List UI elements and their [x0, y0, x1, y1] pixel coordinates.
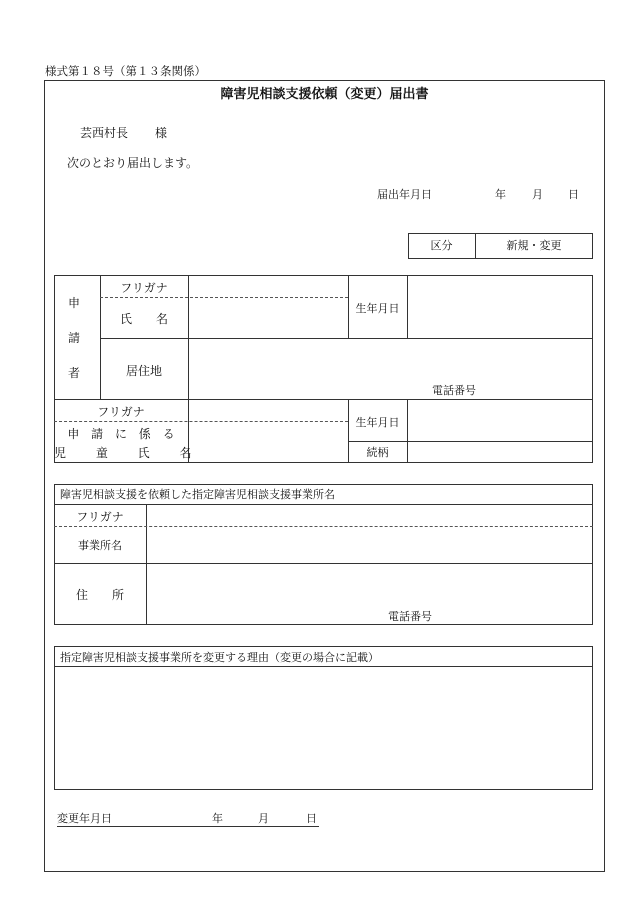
office-address-field[interactable] [147, 564, 592, 624]
applicant-phone-label: 電話番号 [432, 384, 476, 397]
change-date-label: 変更年月日 [57, 812, 112, 825]
filing-date-label: 届出年月日 [377, 188, 432, 201]
category-label: 区分 [430, 239, 453, 252]
applicant-address-label: 居住地 [125, 364, 162, 378]
office-heading: 障害児相談支援を依頼した指定障害児相談支援事業所名 [60, 488, 335, 501]
change-date-year: 年 [212, 812, 223, 825]
page-title: 障害児相談支援依頼（変更）届出書 [220, 87, 429, 102]
reason-field[interactable] [55, 667, 592, 789]
addressee-name: 芸西村長 [80, 126, 129, 140]
office-furigana-label: フリガナ [76, 510, 124, 524]
filing-date-day: 日 [568, 188, 579, 201]
form-number: 様式第１８号（第１３条関係） [45, 64, 206, 78]
office-furigana-field[interactable] [147, 505, 592, 526]
applicant-address-field[interactable] [189, 339, 592, 398]
child-furigana-field[interactable] [189, 400, 347, 421]
applicant-side-char-1: 申 [68, 296, 81, 310]
change-date-day: 日 [306, 812, 317, 825]
change-date-field[interactable] [115, 808, 315, 826]
filing-date-year: 年 [495, 188, 506, 201]
child-relation-field[interactable] [408, 442, 592, 462]
applicant-birthdate-field[interactable] [408, 276, 592, 337]
applicant-furigana-field[interactable] [189, 276, 347, 297]
applicant-birth-label: 生年月日 [355, 302, 400, 315]
change-date-underline [57, 826, 319, 827]
office-phone-label: 電話番号 [388, 610, 432, 623]
reason-heading: 指定障害児相談支援事業所を変更する理由（変更の場合に記載） [60, 651, 379, 664]
child-birth-label: 生年月日 [355, 416, 400, 429]
office-name-field[interactable] [147, 527, 592, 563]
change-date-month: 月 [258, 812, 269, 825]
category-value[interactable]: 新規・変更 [506, 239, 562, 252]
filing-date-month: 月 [532, 188, 543, 201]
office-name-label: 事業所名 [78, 539, 122, 552]
child-name-field[interactable] [189, 422, 347, 462]
intro-text: 次のとおり届出します。 [67, 156, 199, 170]
applicant-name-label: 氏 名 [119, 312, 168, 326]
office-address-label: 住 所 [75, 588, 124, 602]
child-furigana-label: フリガナ [97, 405, 145, 419]
applicant-name-field[interactable] [189, 298, 347, 337]
applicant-side-char-3: 者 [68, 366, 81, 380]
child-relation-label: 続柄 [366, 446, 389, 459]
applicant-side-char-2: 請 [68, 331, 81, 345]
applicant-furigana-label: フリガナ [120, 281, 168, 295]
addressee-honorific: 様 [155, 126, 168, 140]
child-label-line2: 児 童 氏 名 [54, 446, 192, 460]
child-birthdate-field[interactable] [408, 400, 592, 440]
child-label-line1: 申 請 に 係 る [67, 427, 175, 441]
